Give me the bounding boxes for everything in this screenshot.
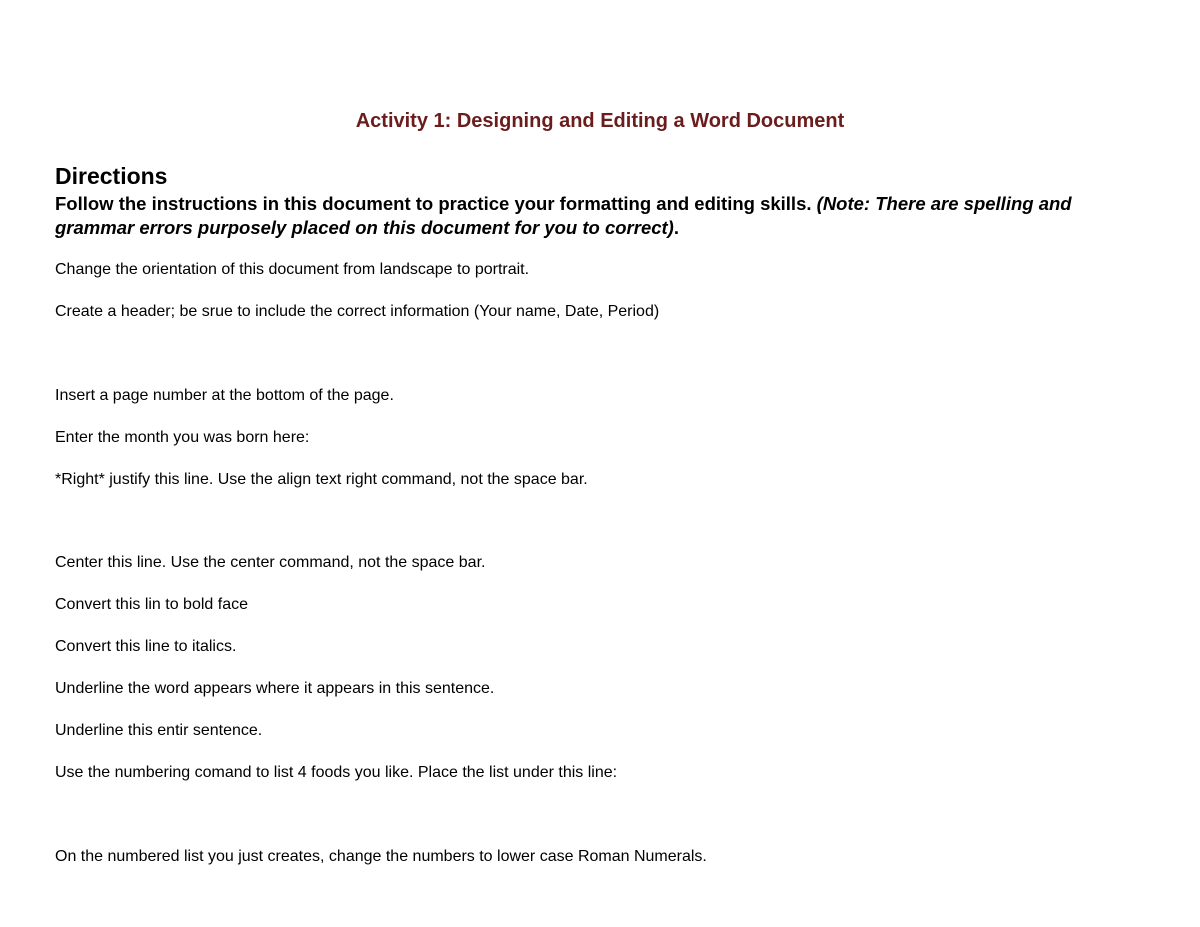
directions-heading: Directions [55, 163, 168, 189]
instruction-birth-month: Enter the month you was born here: [55, 429, 310, 446]
instruction-underline-word: Underline the word appears where it appears in this sentence. [55, 680, 495, 697]
document-title: Activity 1: Designing and Editing a Word Document [355, 110, 845, 132]
instruction-page-number: Insert a page number at the bottom of the page. [55, 387, 394, 404]
instruction-italics: Convert this line to italics. [55, 638, 237, 655]
instruction-header: Create a header; be srue to include the correct information (Your name, Date, Period) [55, 303, 660, 320]
instruction-bold: Convert this lin to bold face [55, 596, 248, 613]
instruction-roman-numerals: On the numbered list you just creates, change the numbers to lower case Roman Numerals. [55, 848, 707, 865]
intro-end-punctuation: . [673, 217, 679, 238]
instruction-underline-sentence: Underline this entir sentence. [55, 722, 263, 739]
directions-intro [55, 192, 1145, 240]
instruction-numbering: Use the numbering comand to list 4 foods you like. Place the list under this line: [55, 764, 618, 781]
intro-main-text: Follow the instructions in this document to practice your formatting and editing skills. [55, 193, 817, 214]
instruction-center: Center this line. Use the center command, not the space bar. [55, 554, 486, 571]
intro-note-text: (Note: There are spelling and grammar errors purposely placed on this document for you to correct) [55, 193, 1072, 238]
instruction-right-justify: *Right* justify this line. Use the align text right command, not the space bar. [55, 471, 588, 488]
instruction-orientation: Change the orientation of this document from landscape to portrait. [55, 261, 530, 278]
